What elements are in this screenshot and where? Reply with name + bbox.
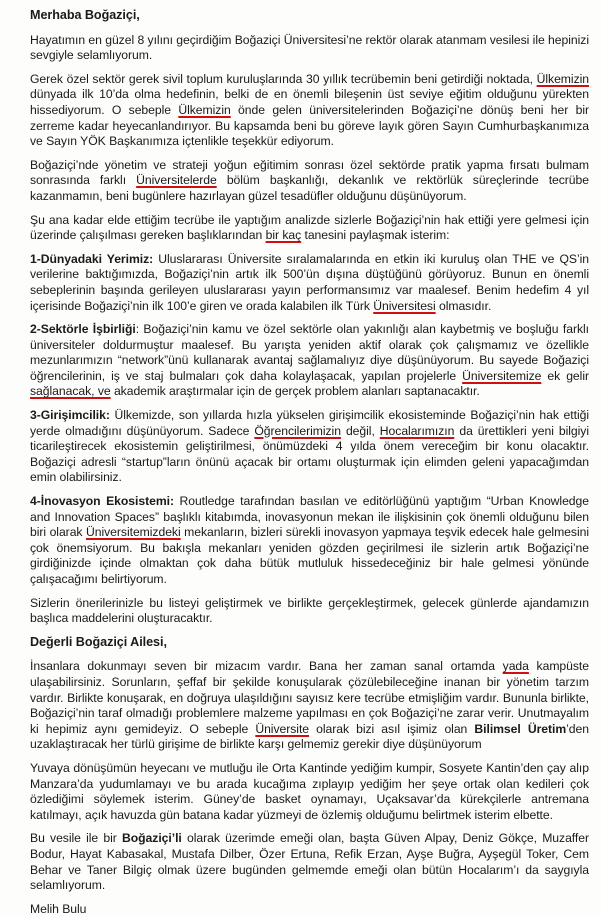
signature: Melih Bulu bbox=[30, 901, 87, 916]
paragraph-suggestions: Sizlerin önerilerinizle bu listeyi geliştirmek ve birlikte gerçekleştirmek, gelecek günlerde ajandamızın başlıca maddelerini oluşturacaktır. bbox=[30, 595, 589, 626]
text: önde gelen üniversitelerinden Boğaziçi’ne dönüş beni her bir zerreme kadar heyecanlandırıyor. Bu kapsamda beni bu göreve layık gören Sayın Cumhurbaşkanımıza ve Sayın YÖK Başkanımıza içtenlikle teşekkür ediyorum. bbox=[30, 102, 589, 149]
section-title: 2-Sektörle İşbirliği bbox=[30, 322, 136, 337]
section-title: 3-Girişimcilik: bbox=[30, 408, 110, 423]
underlined-word: yada bbox=[502, 659, 529, 674]
text: Gerek özel sektör gerek sivil toplum kuruluşlarında 30 yıllık tecrübemin beni getirdiği noktada, bbox=[30, 71, 537, 86]
text: ek gelir bbox=[541, 368, 589, 383]
text: Bu vesile ile bir bbox=[30, 831, 123, 846]
text: Ülkemizde, son yıllarda hızla yükselen girişimcilik ekosisteminde Boğaziçi’nin hak ettiği yerde olmadığını düşünüyorum. Sadece bbox=[30, 408, 589, 438]
text: Uluslararası Üniversite sıralamalarında en etkin iki kuruluş olan THE ve QS’in verilerine baktığımızda, Boğaziçi’nin artık ilk 500’ün dışına düştüğünü görüyoruz. Bunun en önemli sebeplerinin başında gerileyen uluslararası yayın performansımız var maalesef. Benim hedefim 4 yıl içerisinde Boğaziçi’nin ilk 100’e giren ve orada kalabilen ilk Türk bbox=[30, 251, 589, 313]
underlined-word: Üniversitelerde bbox=[136, 173, 217, 188]
paragraph-thanks bbox=[30, 831, 589, 893]
text: ’den uzaklaştıracak her türlü girişime de birlikte karşı gelmemiz gerekir diye düşünüyorum bbox=[30, 721, 589, 752]
paragraph-career bbox=[30, 158, 589, 205]
underlined-word: bir kaç bbox=[265, 228, 302, 243]
text: değil, bbox=[340, 423, 380, 438]
bold-phrase: Boğaziçi’li bbox=[122, 831, 182, 846]
text: İnsanlara dokunmayı seven bir mizacım vardır. Bana her zaman sanal ortamda bbox=[30, 659, 503, 674]
paragraph-communication bbox=[30, 659, 589, 753]
underlined-word: Hocalarımızın bbox=[379, 423, 455, 438]
section-innovation-ecosystem bbox=[30, 494, 589, 588]
underlined-word: Ülkemizin bbox=[536, 71, 589, 86]
section-entrepreneurship bbox=[30, 408, 589, 486]
section-industry-cooperation bbox=[30, 322, 589, 400]
text: da ürettikleri yeni bilgiyi ticarileştirecek ekosistemin geliştirilmesi, önümüzdeki 4 yılda önem vereceğim bir konu olacaktır. Boğaziçi adresli “startup”ların önünü açacak bir ortamı oluşturmak için elimden geleni yapacağımdan emin olabilirsiniz. bbox=[30, 423, 589, 485]
greeting-family: Değerli Boğaziçi Ailesi, bbox=[30, 634, 167, 649]
text: tanesini paylaşmak isterim: bbox=[301, 228, 450, 243]
underlined-word: Öğrencilerimizin bbox=[254, 423, 341, 438]
underlined-word: Üniversite bbox=[255, 721, 310, 736]
text: Routledge tarafından basılan ve editörlüğünü yaptığım “Urban Knowledge and Innovation Spaces” başlıklı kitabımda, inovasyonun mekan ile ilişkisinin çok önemli olduğunu bilen biri olarak bbox=[30, 494, 589, 540]
text: kampüste ulaşabilirsiniz. Sorunların, şeffaf bir şekilde konuşularak çözülebileceğine inanan bir yönetim tarzım vardır. Birlikte konuşarak, en doğruya ulaşıldığını sayısız kere tecrübe etmişliğim vardır. Bununla birlikte, Boğaziçi’nin taraf olmadığı problemlere malzeme yapılması en çok Boğaziçi’ne zarar verir. Unutmayalım ki hepimiz aynı gemideyiz. O sebeple bbox=[30, 659, 589, 736]
underlined-word: Üniversitemizdeki bbox=[85, 525, 181, 540]
underlined-word: Üniversitemize bbox=[462, 368, 542, 383]
text: akademik araştırmalar için de gerçek problem alanları saptanacaktır. bbox=[110, 384, 480, 399]
underlined-word: Üniversitesi bbox=[373, 298, 436, 313]
bold-phrase: Bilimsel Üretim bbox=[474, 721, 567, 736]
paragraph-memories: Yuvaya dönüşümün heyecanı ve mutluğu ile Orta Kantinde yediğim kumpir, Sosyete Kantin’den çay alıp Manzara’da yudumlamayı ve bu arada kucağıma zıplayıp yediğim her şeye ortak olan kedileri çok özlediğimi söylemek isterim. Güney’de basket oynamayı, Uçaksavar’da kürekçilerle antremana katılmayı, açık havuzda gün batana kadar yüzmeyi de özlemiş olduğumu belirtmek isterim elbette. bbox=[30, 760, 589, 822]
text: Boğaziçi’nde yönetim ve strateji yoğun eğitimim sonrası özel sektörde pratik yapma fırsatı bulmam sonrasında farklı bbox=[30, 157, 589, 188]
text: : Boğaziçi’nin kamu ve özel sektörle olan yakınlığı alan kaybetmiş ve boşluğu farklı üniversiteler doldurmuştur maalesef. Bu yarışta yeniden aktif olarak çok çalışmamız ve özellikle mezunlarımızın “network”ünü kullanarak avantaj sağlamalıyız diye düşünüyorum. Bu sayede Boğaziçi öğrencilerinin, iş ve staj bulmaları çok daha kolaylaşacak, yapılan projelerle bbox=[30, 322, 589, 383]
text: Şu ana kadar elde ettiğim tecrübe ile yaptığım analizde sizlerle Boğaziçi’nin hak ettiği yere gelmesi için üzerinde çalışılması gereken başlıklarından bbox=[30, 212, 589, 243]
paragraph-experience bbox=[30, 72, 589, 150]
section-title: 4-İnovasyon Ekosistemi: bbox=[30, 494, 174, 509]
section-world-ranking bbox=[30, 252, 589, 314]
text: olarak bizi asıl işimiz olan bbox=[309, 721, 475, 736]
underlined-word: Ülkemizin bbox=[178, 102, 231, 117]
text: olarak üzerimde emeği olan, başta Güven Alpay, Deniz Gökçe, Muzaffer Bodur, Hayat Kabasakal, Mustafa Dilber, Özer Ertuna, Refik Erzan, Ayşe Buğra, Ayşegül Toker, Cem Behar ve Taner Bilgiç olmak üzere bugünden gelmemde emeği olan bütün Hocalarım’ı da saygıyla selamlıyorum. bbox=[30, 831, 589, 893]
text: olmasıdır. bbox=[435, 298, 492, 313]
section-title: 1-Dünyadaki Yerimiz: bbox=[30, 251, 154, 266]
text: bölüm başkanlığı, dekanlık ve rektörlük süreçlerinde tecrübe kazanmamın, beni bugünlere hazırlayan güzel tesadüfler olduğunu düşünüyorum. bbox=[30, 173, 589, 203]
text: mekanların, bizleri sürekli inovasyon yapmaya teşvik edecek hale gelmesini çok önemsiyorum. Bu bakışla mekanları yeniden gözden geçirilmesi ile sizlerin artık Boğaziçi’ne girdiğinizde içinde olmaktan çok daha bütük mutluluk hissedeceğiniz bir hale gelmesi yönünde çalışacağımı belirtiyorum. bbox=[30, 525, 589, 586]
paragraph-agenda-intro bbox=[30, 213, 589, 244]
paragraph-intro: Hayatımın en güzel 8 yılını geçirdiğim Boğaziçi Üniversitesi’ne rektör olarak atanmam vesilesi ile hepinizi sevgiyle selamlıyorum. bbox=[30, 32, 589, 63]
greeting: Merhaba Boğaziçi, bbox=[30, 8, 140, 22]
underlined-word: sağlanacak, ve bbox=[30, 384, 111, 399]
text: dünyada ilk 10’da olma hedefinin, belki de en önemli bileşenin üst seviye eğitim olduğunu yürekten hissediyorum. O sebeple bbox=[30, 87, 589, 117]
